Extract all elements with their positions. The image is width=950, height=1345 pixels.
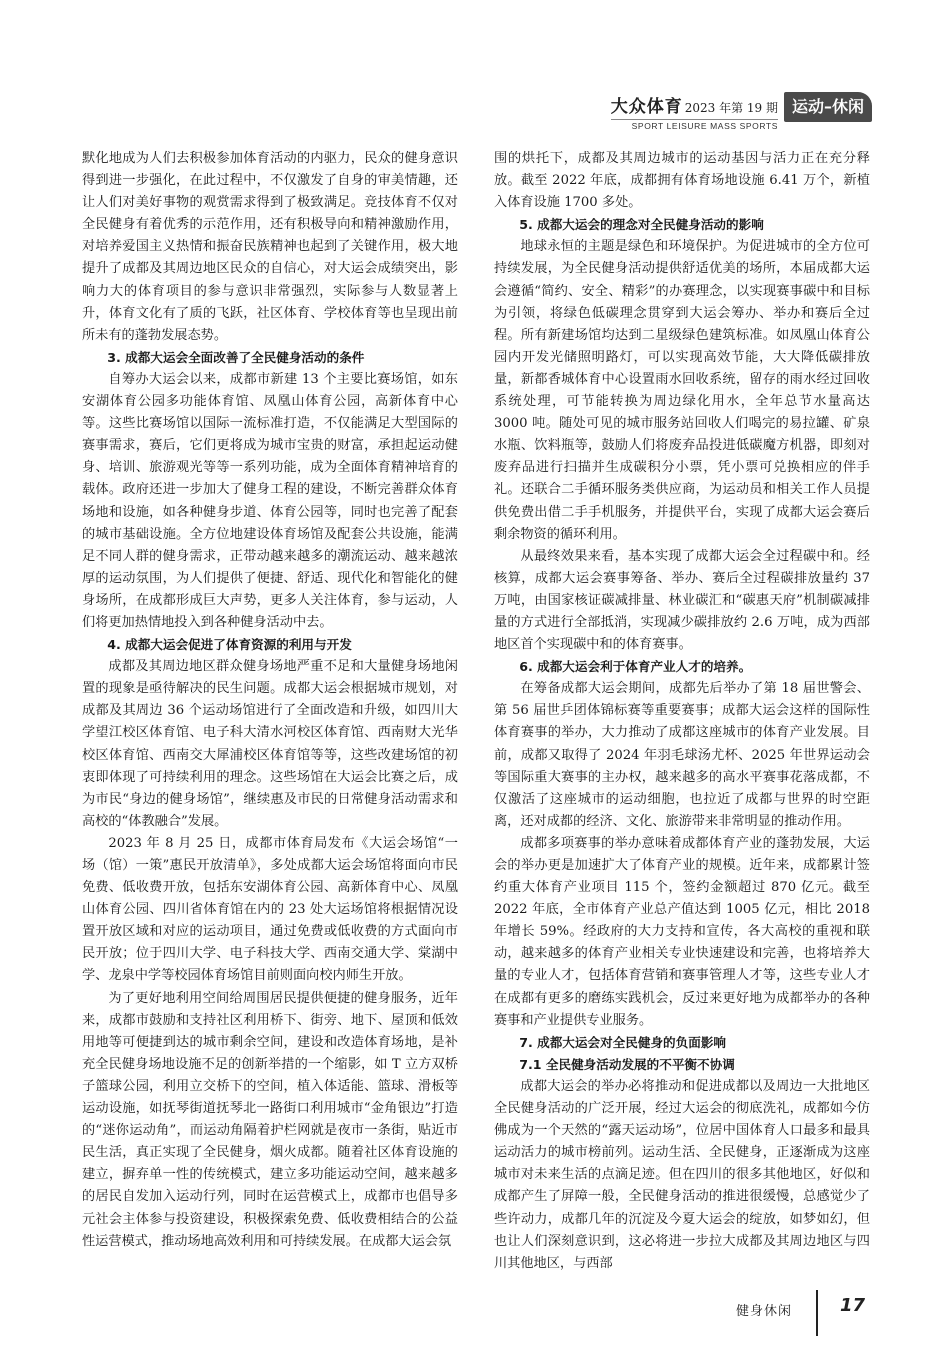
left-column: [82, 148, 458, 1253]
section-heading: 4. 成都大运会促进了体育资源的利用与开发: [107, 637, 352, 653]
magazine-subtitle: SPORT LEISURE MASS SPORTS: [611, 119, 778, 131]
paragraph: 默化地成为人们去积极参加体育活动的内驱力，民众的健身意识得到进一步强化，在此过程中，不仅激发了自身的审美情趣，还让人们对美好事物的观赏需求得到了极致满足。竞技体育不仅对全民健身有着优秀的示范作用，还有积极导向和精神激励作用，对培养爱国主义热情和振奋民族精神也起到了关键作用，极大地提升了成都及其周边地区民众的自信心，对大运会成绩突出，影响力大的体育项目的参与意识非常强烈，实际参与人数显著上升，体育文化有了质的飞跃，社区体育、学校体育等也呈现出前所未有的蓬勃发展态势。: [82, 151, 458, 343]
paragraph: 成都多项赛事的举办意味着成都体育产业的蓬勃发展，大运会的举办更是加速扩大了体育产业的规模。近年来，成都累计签约重大体育产业项目 115 个，签约金额超过 870 亿元。截至 2022 年底，全市体育产业总产值达到 1005 亿元，相比 2018 年增长 59%。经政府的大力支持和宣传，各大高校的重视和联动，越来越多的体育产业相关专业快速建设和完善，也将培养大量的专业人才，包括体育营销和赛事管理人才等，这些专业人才在成都有更多的磨练实践机会，反过来更好地为成都举办的各种赛事和产业提供专业服务。: [494, 835, 870, 1028]
paragraph: 成都大运会的举办必将推动和促进成都以及周边一大批地区全民健身活动的广泛开展，经过大运会的彻底洗礼，成都如今仿佛成为一个天然的“露天运动场”，位居中国体育人口最多和最具运动活力的城市榜前列。运动生活、全民健身，正逐渐成为这座城市对未来生活的点滴足迹。但在四川的很多其他地区，好似和成都产生了屏障一般，全民健身活动的推进很缓慢，总感觉少了些许动力，成都几年的沉淀及今夏大运会的绽放，如梦如幻，但也让人们深刻意识到，这必将进一步拉大成都及其周边地区与四川其他地区，与西部: [494, 1078, 870, 1271]
footer-section-name: 健身休闲: [736, 1304, 793, 1319]
right-column: [494, 148, 870, 1275]
paragraph: 为了更好地利用空间给周围居民提供便捷的健身服务，近年来，成都市鼓励和支持社区利用桥下、街旁、地下、屋顶和低效用地等可便捷到达的城市剩余空间，建设和改造体育场地，是补充全民健身场地设施不足的创新举措的一个缩影，如 T 立方双桥子篮球公园，利用立交桥下的空间，植入体适能、篮球、滑板等运动设施，如抚琴街道抚琴北一路街口利用城市“金角银边”打造的“迷你运动角”，而运动角隔着护栏网就是夜市一条街，贴近市民生活，真正实现了全民健身，烟火成都。随着社区体育设施的建立，摒弃单一性的传统模式，建立多功能运动空间，越来越多的居民自发加入运动行列，同时在运营模式上，成都市也倡导多元社会主体参与投资建设，积极探索免费、低收费相结合的公益性运营模式，推动场地高效利用和可持续发展。在成都大运会氛: [82, 990, 458, 1249]
section-heading: 3. 成都大运会全面改善了全民健身活动的条件: [107, 349, 365, 365]
paragraph: 2023 年 8 月 25 日，成都市体育局发布《大运会场馆“一场（馆）一策”惠民开放清单》，多处成都大运会场馆将面向市民免费、低收费开放，包括东安湖体育公园、高新体育中心、凤凰山体育公园、四川省体育馆在内的 23 处大运场馆将根据情况设置开放区域和对应的运动项目，通过免费或低收费的方式面向市民开放；位于四川大学、电子科技大学、西南交通大学、棠湖中学、龙泉中学等校园体育场馆目前则面向校内师生开放。: [82, 835, 458, 984]
footer-divider: [816, 1290, 818, 1336]
magazine-masthead: [611, 92, 778, 131]
paragraph: 成都及其周边地区群众健身场地严重不足和大量健身场地闲置的现象是亟待解决的民生问题。成都大运会根据城市规划，对成都及其周边 36 个运动场馆进行了全面改造和升级，如四川大学望江校区体育馆、电子科大清水河校区体育馆、西南财大光华校区体育馆、西南交大犀浦校区体育馆等等，这些改建场馆的初衷即体现了可持续利用的理念。这些场馆在大运会比赛之后，成为市民“身边的健身场馆”，继续惠及市民的日常健身活动需求和高校的“体教融合”发展。: [82, 659, 458, 829]
page-number: 17: [840, 1295, 866, 1316]
section-heading: 6. 成都大运会利于体育产业人才的培养。: [519, 659, 752, 675]
issue-number: 2023 年第 19 期: [684, 101, 778, 115]
paragraph: 从最终效果来看，基本实现了成都大运会全过程碳中和。经核算，成都大运会赛事筹备、举办、赛后全过程碳排放量约 37 万吨，由国家核证碳减排量、林业碳汇和“碳惠天府”机制碳减排量的方式进行全部抵消，实现减少碳排放约 2.6 万吨，成为西部地区首个实现碳中和的体育赛事。: [494, 548, 870, 653]
section-heading: 7. 成都大运会对全民健身的负面影响: [519, 1034, 727, 1050]
paragraph: 地球永恒的主题是绿色和环境保护。为促进城市的全方位可持续发展，为全民健身活动提供舒适优美的场所，本届成都大运会遵循“简约、安全、精彩”的办赛理念，以实现赛事碳中和目标为引领，将绿色低碳理念贯穿到大运会筹办、举办和赛后全过程。所有新建场馆均达到二星级绿色建筑标准。如凤凰山体育公园内开发光储照明路灯，可以实现高效节能，大大降低碳排放量，新都香城体育中心设置雨水回收系统，留存的雨水经过回收系统处理，可节能转换为周边绿化用水，全年总节水量高达 3000 吨。随处可见的城市服务站回收人们喝完的易拉罐、矿泉水瓶、饮料瓶等，鼓励人们将废弃品投进低碳魔方机器，即刻对废弃品进行扫描并生成碳积分小票，凭小票可兑换相应的伴手礼。还联合二手循环服务类供应商，为运动员和相关工作人员提供免费出借二手手机服务，并提供平台，实现了成都大运会赛后剩余物资的循环利用。: [494, 239, 870, 542]
paragraph: 在筹备成都大运会期间，成都先后举办了第 18 届世警会、第 56 届世乒团体锦标赛等重要赛事；成都大运会这样的国际性体育赛事的举办，大力推动了成都这座城市的体育产业发展。目前，成都又取得了 2024 年羽毛球汤尤杯、2025 年世界运动会等国际重大赛事的主办权，越来越多的高水平赛事花落成都，不仅激活了这座城市的运动细胞，也拉近了成都与世界的时空距离，还对成都的经济、文化、旅游带来非常明显的推动作用。: [494, 681, 870, 829]
section-heading: 7.1 全民健身活动发展的不平衡不协调: [519, 1056, 735, 1072]
page-header: [610, 92, 872, 131]
paragraph: 围的烘托下，成都及其周边城市的运动基因与活力正在充分释放。截至 2022 年底，成都拥有体育场地设施 6.41 万个，新植入体育设施 1700 多处。: [494, 151, 870, 211]
magazine-title: 大众体育: [610, 97, 683, 117]
section-tag: 运动–休闲: [784, 92, 872, 122]
section-heading: 5. 成都大运会的理念对全民健身活动的影响: [519, 217, 764, 233]
paragraph: 自筹办大运会以来，成都市新建 13 个主要比赛场馆，如东安湖体育公园多功能体育馆、凤凰山体育公园，高新体育中心等。这些比赛场馆以国际一流标准打造，不仅能满足大型国际的赛事需求，赛后，它们更将成为城市宝贵的财富，承担起运动健身、培训、旅游观光等等一系列功能，成为全面体育精神培育的载体。政府还进一步加大了健身工程的建设，不断完善群众体育场地和设施，如各种健身步道、体育公园等，同时也完善了配套的城市基础设施。全方位地建设体育场馆及配套公共设施，能满足不同人群的健身需求，正带动越来越多的潮流运动、越来越浓厚的运动氛围，为人们提供了便捷、舒适、现代化和智能化的健身场所，在成都形成巨大声势，更多人关注体育，参与运动，人们将更加热情地投入到各种健身活动中去。: [82, 371, 458, 630]
